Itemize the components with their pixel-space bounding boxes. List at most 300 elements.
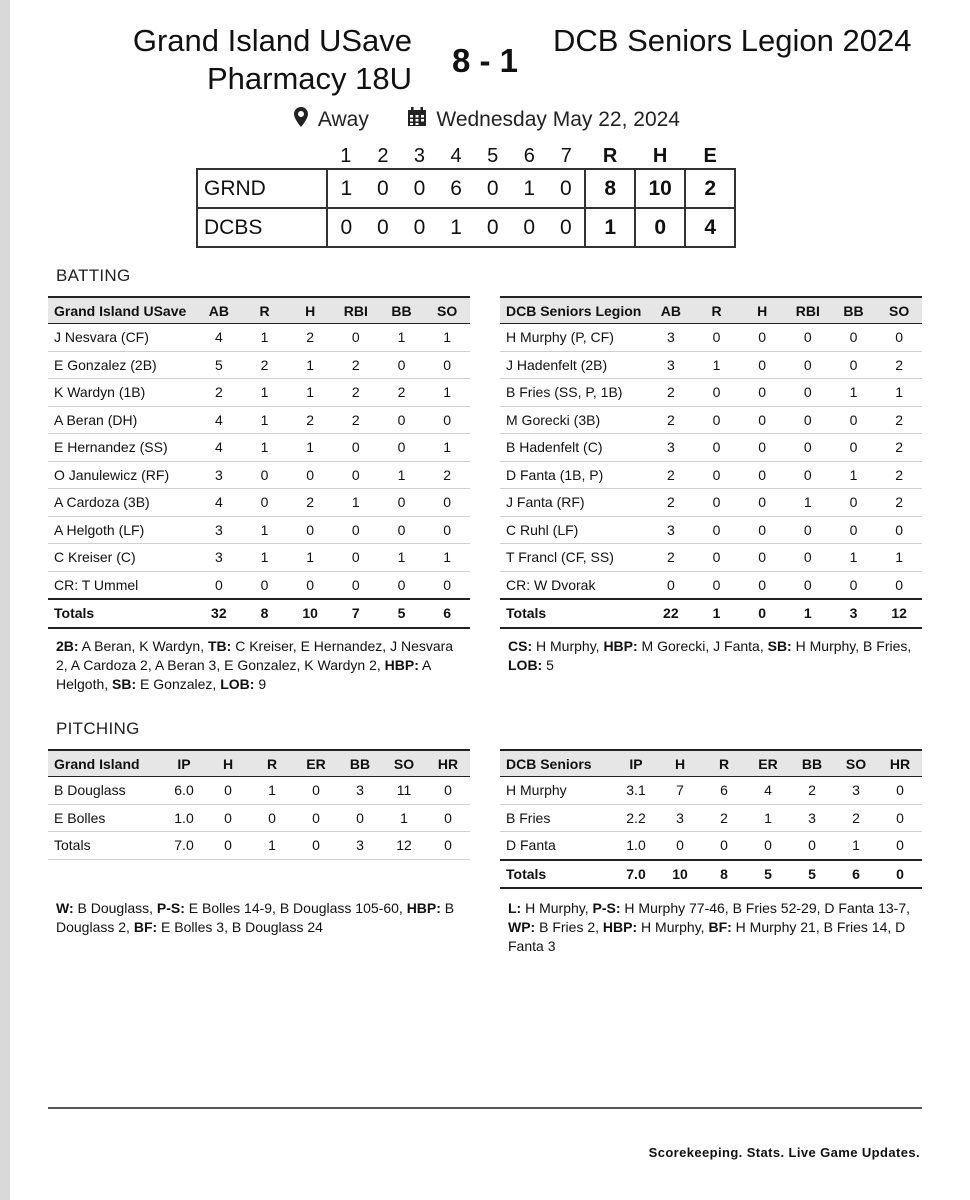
runs-total: 1 [585,208,635,247]
totals-value: 0 [878,860,922,889]
linescore-table [196,144,736,248]
note-label: HBP: [384,657,419,673]
pitching-row [48,804,470,832]
player-name: D Fanta (1B, P) [500,461,648,489]
errors-total: 4 [685,208,735,247]
player-name: B Hadenfelt (C) [500,434,648,462]
stat-value: 2 [790,777,834,805]
totals-value: 1 [250,832,294,860]
linescore-row-home [197,169,735,208]
stat-value: 2 [242,351,288,379]
stat-value: 0 [333,461,379,489]
note-text: B Douglass 2, [56,900,455,935]
stat-value: 3 [338,777,382,805]
note-text: 9 [254,676,267,692]
batting-row [500,461,922,489]
player-name: E Gonzalez (2B) [48,351,196,379]
player-name: J Fanta (RF) [500,489,648,517]
totals-value: 0 [294,832,338,860]
inning-header: 2 [377,144,389,167]
player-name: B Fries [500,804,614,832]
stat-value: 0 [426,804,470,832]
team-column-header: DCB Seniors [506,755,592,772]
player-name: C Kreiser (C) [48,544,196,572]
note-label: WP: [508,919,536,935]
batting-header-row [500,297,922,324]
note-text: H Murphy, [521,900,593,916]
stat-value: 0 [739,434,785,462]
totals-value: 6 [834,860,878,889]
stat-value: 7 [658,777,702,805]
map-pin-icon [294,107,308,133]
batting-row [500,324,922,352]
game-meta [0,107,970,133]
pitching-table-away [500,749,922,889]
pitching-row [500,777,922,805]
batting-row [48,324,470,352]
stat-value: 1 [287,379,333,407]
stat-value: 1 [242,324,288,352]
stat-value: 0 [333,516,379,544]
stat-value: 1 [424,324,470,352]
stat-value: 0 [242,461,288,489]
stat-column-header: H [222,755,234,772]
inning-score: 0 [413,176,426,200]
batting-row [48,351,470,379]
inning-header: 3 [413,144,426,167]
stat-value: 0 [878,832,922,860]
totals-label: Totals [500,599,648,628]
note-text: B Fries 2, [535,919,603,935]
pitching-notes-away [508,899,920,956]
note-label: BF: [133,919,158,935]
totals-value: 7.0 [162,832,206,860]
note-text: E Bolles 14-9, B Douglass 105-60, [184,900,407,916]
stat-value: 1 [287,351,333,379]
stat-value: 0 [287,461,333,489]
location-label: Away [317,108,369,131]
stat-value: 2 [876,406,922,434]
home-team-name: Grand Island USave Pharmacy 18U [132,23,412,96]
inning-score: 0 [523,215,536,239]
stat-value: 0 [424,489,470,517]
batting-row [48,434,470,462]
stat-value: 0 [694,516,740,544]
stat-value: 1.0 [614,832,658,860]
totals-value: 3 [338,832,382,860]
batting-row [500,406,922,434]
stat-value: 2 [876,434,922,462]
stat-value: 0 [831,489,877,517]
stat-value: 1 [876,379,922,407]
stat-value: 0 [831,571,877,599]
stat-column-header: R [266,755,278,772]
inning-header: 1 [340,144,352,167]
inning-score: 1 [523,176,536,200]
stat-value: 0 [876,516,922,544]
totals-value: 5 [746,860,790,889]
note-label: TB: [208,638,232,654]
stat-value: 0 [739,461,785,489]
stat-value: 3 [648,351,694,379]
inning-score: 0 [560,176,572,200]
batting-heading: BATTING [56,266,131,285]
team-column-header: Grand Island [54,755,140,772]
batting-row [48,544,470,572]
stat-value: 0 [294,804,338,832]
hits-total: 0 [635,208,685,247]
stat-value: 3 [658,804,702,832]
stat-value: 1 [382,804,426,832]
totals-label: Totals [48,599,196,628]
stat-value: 0 [785,544,831,572]
totals-value: 12 [876,599,922,628]
stat-value: 0 [333,544,379,572]
note-label: P-S: [592,900,621,916]
pitching-row [500,804,922,832]
stat-value: 0 [785,379,831,407]
totals-value: 12 [382,832,426,860]
note-label: HBP: [602,919,638,935]
runs-total: 8 [585,169,635,208]
stat-column-header: HR [889,755,911,772]
totals-value: 22 [648,599,694,628]
batting-row [500,379,922,407]
stat-value: 0 [785,434,831,462]
stat-value: 3 [648,434,694,462]
stat-value: 0 [694,461,740,489]
batting-row [48,406,470,434]
totals-value: 10 [287,599,333,628]
stat-value: 0 [242,489,288,517]
stat-value: 0 [694,379,740,407]
player-name: M Gorecki (3B) [500,406,648,434]
stat-column-header: ER [306,755,326,772]
player-name: C Ruhl (LF) [500,516,648,544]
stat-value: 0 [739,571,785,599]
batting-row [48,571,470,599]
pitching-totals-row [500,860,922,889]
runs-header: R [602,144,618,167]
totals-value: 0 [739,599,785,628]
stat-value: 0 [694,544,740,572]
stat-value: 4 [196,489,242,517]
note-label: CS: [508,638,533,654]
totals-value: 1 [785,599,831,628]
stat-value: 0 [831,516,877,544]
linescore-team: GRND [197,169,327,208]
totals-value: 7.0 [614,860,658,889]
stat-value: 2 [333,379,379,407]
stat-value: 0 [702,832,746,860]
stat-value: 1 [242,406,288,434]
stat-column-header: AB [208,302,229,319]
stat-value: 0 [206,804,250,832]
totals-value: 8 [702,860,746,889]
stat-column-header: BB [349,755,371,772]
note-text: B Douglass, [73,900,157,916]
team-column-header: Grand Island USave [54,302,187,319]
stat-value: 3.1 [614,777,658,805]
stat-value: 2 [287,489,333,517]
stat-value: 0 [648,571,694,599]
team-column-header: DCB Seniors Legion [506,302,642,319]
stat-value: 2.2 [614,804,658,832]
stat-value: 0 [739,351,785,379]
pitching-heading: PITCHING [56,719,140,738]
stat-value: 0 [878,804,922,832]
stat-column-header: HR [437,755,459,772]
errors-header: E [703,144,717,167]
batting-row [48,489,470,517]
stat-value: 3 [790,804,834,832]
stat-value: 0 [379,489,425,517]
totals-value: 6 [424,599,470,628]
stat-value: 1 [834,832,878,860]
stat-value: 2 [648,544,694,572]
inning-score: 0 [486,215,499,239]
player-name: B Fries (SS, P, 1B) [500,379,648,407]
stat-value: 0 [739,379,785,407]
stat-value: 3 [196,544,242,572]
stat-value: 4 [746,777,790,805]
footer-divider [48,1107,922,1109]
note-label: L: [508,900,522,916]
stat-value: 0 [333,434,379,462]
stat-value: 0 [790,832,834,860]
stat-value: 4 [196,324,242,352]
stat-value: 0 [694,324,740,352]
inning-score: 0 [560,215,572,239]
pitching-table-home [48,749,470,860]
stat-value: 0 [739,324,785,352]
player-name: CR: T Ummel [48,571,196,599]
note-text: E Bolles 3, B Douglass 24 [157,919,323,935]
totals-value: 7 [333,599,379,628]
stat-value: 0 [424,351,470,379]
linescore-row-away [197,208,735,247]
stat-column-header: BB [843,302,864,319]
note-text: A Beran, K Wardyn, [78,638,208,654]
totals-value: 5 [379,599,425,628]
stat-value: 1 [876,544,922,572]
batting-table-home [48,296,470,629]
note-label: HBP: [406,900,441,916]
stat-value: 2 [287,406,333,434]
stat-value: 0 [739,489,785,517]
stat-value: 1 [379,544,425,572]
stat-value: 6.0 [162,777,206,805]
note-label: SB: [112,676,137,692]
stat-value: 1 [287,544,333,572]
stat-value: 0 [739,406,785,434]
note-text: E Gonzalez, [136,676,221,692]
inning-score: 0 [486,176,499,200]
stat-column-header: H [757,302,768,319]
stat-value: 2 [876,351,922,379]
stat-column-header: H [674,755,686,772]
stat-value: 2 [424,461,470,489]
stat-value: 1 [379,324,425,352]
batting-row [48,461,470,489]
stat-value: 0 [746,832,790,860]
stat-value: 1 [250,777,294,805]
batting-table-away [500,296,922,629]
stat-column-header: SO [889,302,910,319]
stat-value: 4 [196,406,242,434]
player-name: E Bolles [48,804,162,832]
stat-value: 1 [333,489,379,517]
player-name: H Murphy [500,777,614,805]
stat-column-header: BB [391,302,412,319]
stat-value: 11 [382,777,426,805]
pitching-header-row [500,750,922,777]
note-text: C Kreiser, E Hernandez, J Nesvara 2, A Cardoza 2, A Beran 3, E Gonzalez, K Wardyn 2, [56,638,454,673]
stat-value: 1 [694,351,740,379]
stat-value: 0 [658,832,702,860]
inning-header: 5 [487,144,499,167]
note-label: W: [56,900,74,916]
stat-value: 2 [648,406,694,434]
player-name: A Cardoza (3B) [48,489,196,517]
stat-value: 0 [338,804,382,832]
linescore-team: DCBS [197,208,327,247]
batting-row [500,351,922,379]
note-label: LOB: [508,657,543,673]
totals-value: 0 [426,832,470,860]
note-text: H Murphy, [532,638,604,654]
stat-value: 1 [379,461,425,489]
pitching-row [48,777,470,805]
note-text: H Murphy, B Fries, [791,638,912,654]
inning-score: 6 [450,176,462,200]
player-name: J Nesvara (CF) [48,324,196,352]
player-name: J Hadenfelt (2B) [500,351,648,379]
stat-value: 2 [648,489,694,517]
stat-value: 0 [785,516,831,544]
stat-value: 3 [648,516,694,544]
stat-column-header: RBI [795,302,820,319]
totals-label: Totals [48,832,162,860]
stat-value: 1 [424,434,470,462]
pitching-totals-row [48,832,470,860]
stat-value: 0 [424,516,470,544]
stat-value: 2 [333,351,379,379]
stat-value: 0 [379,516,425,544]
stat-value: 0 [785,406,831,434]
note-label: BF: [708,919,732,935]
stat-value: 0 [379,406,425,434]
stat-value: 0 [785,461,831,489]
note-text: A Helgoth, [56,657,431,692]
stat-value: 1 [242,516,288,544]
batting-notes-away [508,637,920,675]
stat-value: 0 [196,571,242,599]
stat-value: 0 [876,571,922,599]
player-name: A Beran (DH) [48,406,196,434]
inning-header: 4 [450,144,462,167]
batting-row [500,489,922,517]
note-text: M Gorecki, J Fanta, [637,638,768,654]
stat-value: 2 [333,406,379,434]
stat-value: 1 [242,434,288,462]
stat-value: 1 [831,544,877,572]
stat-value: 0 [294,777,338,805]
note-text: H Murphy, [637,919,709,935]
batting-row [48,516,470,544]
stat-value: 3 [196,516,242,544]
stat-column-header: RBI [343,302,368,319]
totals-value: 0 [206,832,250,860]
note-label: LOB: [220,676,255,692]
stat-column-header: AB [660,302,681,319]
pitching-notes-home [56,899,468,937]
totals-value: 5 [790,860,834,889]
stat-value: 0 [694,489,740,517]
stat-value: 0 [831,324,877,352]
stat-value: 0 [831,434,877,462]
stat-value: 0 [785,351,831,379]
stat-value: 2 [287,324,333,352]
inning-score: 1 [450,215,462,239]
stat-value: 0 [424,406,470,434]
inning-score: 0 [377,215,389,239]
stat-value: 1 [746,804,790,832]
stat-value: 2 [379,379,425,407]
totals-value: 10 [658,860,702,889]
note-label: 2B: [56,638,79,654]
note-label: HBP: [603,638,638,654]
inning-header: 7 [560,144,572,167]
stat-column-header: IP [629,755,643,772]
stat-value: 0 [242,571,288,599]
stat-value: 1 [287,434,333,462]
stat-value: 1.0 [162,804,206,832]
stat-value: 0 [876,324,922,352]
stat-value: 2 [702,804,746,832]
stat-column-header: ER [758,755,778,772]
stat-value: 0 [333,571,379,599]
stat-value: 0 [739,516,785,544]
stat-value: 0 [831,406,877,434]
batting-row [500,544,922,572]
stat-value: 0 [287,516,333,544]
inning-score: 0 [327,208,365,247]
stat-value: 3 [196,461,242,489]
batting-totals-row [500,599,922,628]
stat-value: 0 [250,804,294,832]
batting-totals-row [48,599,470,628]
player-name: O Janulewicz (RF) [48,461,196,489]
stat-column-header: SO [393,755,415,772]
stat-column-header: R [259,302,270,319]
stat-value: 5 [196,351,242,379]
stat-value: 2 [876,489,922,517]
inning-score: 0 [413,215,426,239]
stat-value: 2 [648,461,694,489]
stat-column-header: SO [845,755,867,772]
stat-value: 0 [426,777,470,805]
stat-column-header: BB [801,755,823,772]
note-text: 5 [542,657,554,673]
stat-value: 0 [694,406,740,434]
player-name: A Helgoth (LF) [48,516,196,544]
linescore-header-team [197,144,327,169]
note-label: P-S: [156,900,185,916]
stat-value: 0 [333,324,379,352]
totals-value: 1 [694,599,740,628]
player-name: CR: W Dvorak [500,571,648,599]
